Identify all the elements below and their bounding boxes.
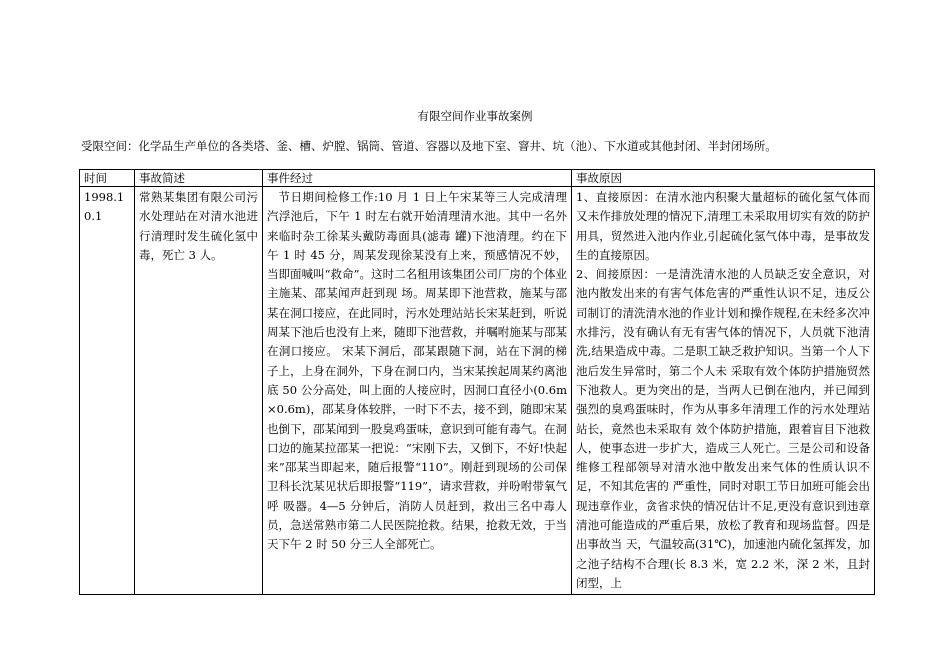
accident-cases-table [79, 169, 875, 595]
cell-process [263, 187, 572, 595]
cause-direct-text: 1、直接原因：在清水池内积聚大量超标的硫化氢气体而又未作排放处理的情况下,清理工未采取用切实有效的防护用具，贸然进入池内作业,引起硫化氢气体中毒，是事故发生的直接原因。 [576, 190, 870, 262]
cell-summary: 常熟某集团有限公司污水处理站在对清水池进行清理时发生硫化氢中毒，死亡 3 人。 [135, 187, 263, 595]
cell-time: 1998.10.1 [80, 187, 135, 595]
table-row [80, 187, 875, 595]
document-title: 有限空间作业事故案例 [417, 109, 533, 123]
cause-indirect-text: 2、间接原因：一是清洗清水池的人员缺乏安全意识，对池内散发出来的有害气体危害的严重性认识不足，违反公司制订的清洗清水池的作业计划和操作规程,在未经多次冲水排污，没有确认有无有害气体的情况下，人员就下池清洗,结果造成中毒。二是职工缺乏救护知识。当第一个人下池后发生异常时，第二个人未 采取有效个体防护措施贸然下池救人。更为突出的是，当两人已倒在池内，并已闻到强烈的臭鸡蛋味时，作为从事多年清理工作的污水处理站站长，竟然也未采取有 效个体防护措施，跟着盲目下池救人，使事态进一步扩大，造成三人死亡。三是公司和设备维修工程部领导对清水池中散发出来气体的性质认识不足，不知其危害的 严重性，同时对职工节日加班可能会出现违章作业，贪省求快的情况估计不足,更没有意识到违章清池可能造成的严重后果，放松了教育和现场监督。四是出事故当 天，气温较高(31℃)，加速池内硫化氢挥发，加之池子结构不合理(长 8.3 米，宽 2.2 米，深 2 米，且封闭型，上 [576, 267, 870, 590]
header-process: 事件经过 [263, 170, 572, 187]
header-cause: 事故原因 [572, 170, 875, 187]
table-header-row [80, 170, 875, 187]
cell-cause [572, 187, 875, 595]
header-summary: 事故简述 [135, 170, 263, 187]
header-time: 时间 [80, 170, 135, 187]
process-text: 节日期间检修工作:10 月 1 日上午宋某等三人完成清理汽浮池后，下午 1 时左右就开始清理清水池。其中一名外来临时杂工徐某头戴防毒面具(滤毒 罐)下池清理。约在下午 1 时 45 分，周某发现徐某没有上来，预感情况不妙，当即面喊叫“救命”。这时二名租用该集团公司厂房的个体业主施某、邵某闻声赶到现 场。周某即下池营救，施某与邵某在洞口接应，在此同时，污水处理站站长宋某赶到，听说周某下池后也没有上来，随即下池营救，并嘱咐施某与邵某在洞口接应。 宋某下洞后，邵某跟随下洞，站在下洞的梯子上，上身在洞外，下身在洞口内，当宋某挨起周某约离池底 50 公分高处，叫上面的人接应时，因洞口直径小(0.6m×0.6m)，邵某身体较胖，一时下不去，接不到，随即宋某也倒下，邵某闻到一股臭鸡蛋味，意识到可能有毒气。在洞口边的施某拉邵某一把说：“宋刚下去，又倒下，不好!快起来”邵某当即起来，随后报警“110”。刚赶到现场的公司保卫科长沈某见状后即报警“119”，请求营救，并吩咐带氧气呼 吸器。4—5 分钟后，消防人员赶到，救出三名中毒人员，急送常熟市第二人民医院抢救。结果，抢救无效，于当天下午 2 时 50 分三人全部死亡。 [267, 190, 567, 552]
confined-space-definition: 受限空间：化学品生产单位的各类塔、釜、槽、炉膛、锅筒、管道、容器以及地下室、窨井、坑（池）、下水道或其他封闭、半封闭场所。 [81, 139, 777, 153]
